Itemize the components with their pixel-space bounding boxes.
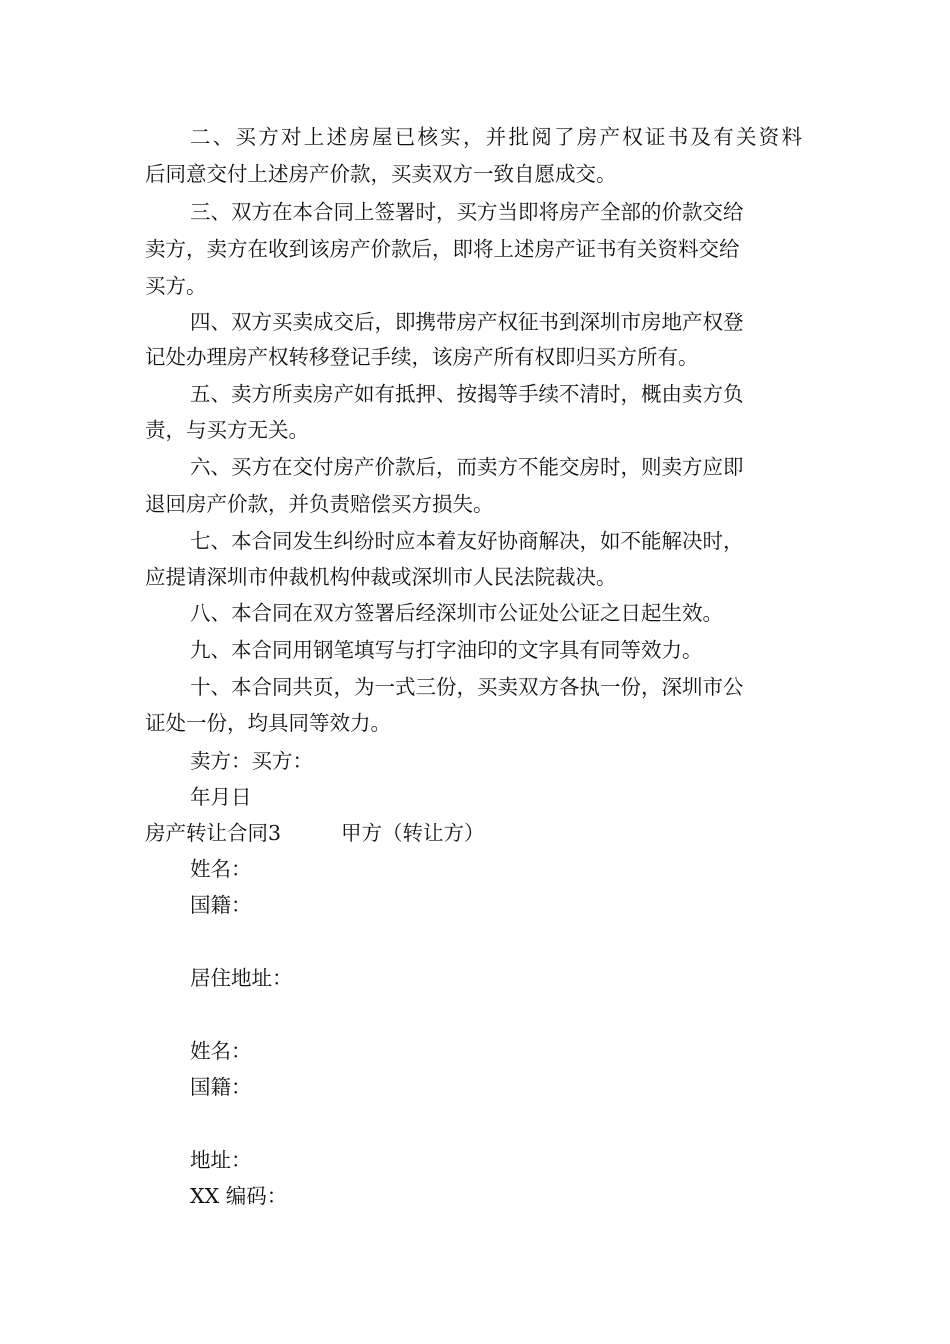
clause-4-line-2: 记处办理房产权转移登记手续，该房产所有权即归买方所有。: [145, 345, 699, 369]
clause-6-line-1: 六、买方在交付房产价款后，而卖方不能交房时，则卖方应即: [190, 455, 744, 479]
name-field-label-1: 姓名：: [190, 857, 252, 881]
clause-3-line-2: 卖方，卖方在收到该房产价款后，即将上述房产证书有关资料交给: [145, 237, 740, 261]
clause-6-line-2: 退回房产价款，并负责赔偿买方损失。: [145, 492, 494, 516]
address-field-label: 地址：: [190, 1148, 252, 1172]
next-contract-title: 房产转让合同3: [145, 821, 282, 845]
clause-9-line-1: 九、本合同用钢笔填写与打字油印的文字具有同等效力。: [190, 638, 703, 662]
clause-5-line-2: 责，与买方无关。: [145, 418, 309, 442]
clause-7-line-2: 应提请深圳市仲裁机构仲裁或深圳市人民法院裁决。: [145, 565, 617, 589]
name-field-label-2: 姓名：: [190, 1039, 252, 1063]
signature-parties: 卖方：买方：: [190, 749, 313, 773]
clause-3-line-3: 买方。: [145, 274, 207, 298]
clause-10-line-2: 证处一份，均具同等效力。: [145, 711, 391, 735]
clause-8-line-1: 八、本合同在双方签署后经深圳市公证处公证之日起生效。: [190, 601, 723, 625]
clause-7-line-1: 七、本合同发生纠纷时应本着友好协商解决，如不能解决时，: [190, 529, 744, 553]
clause-3-line-1: 三、双方在本合同上签署时，买方当即将房产全部的价款交给: [190, 200, 744, 224]
clause-10-line-1: 十、本合同共页，为一式三份，买卖双方各执一份，深圳市公: [190, 675, 744, 699]
postcode-field-label: XX 编码：: [190, 1184, 288, 1208]
residence-address-field-label: 居住地址：: [190, 966, 293, 990]
nationality-field-label-2: 国籍：: [190, 1075, 252, 1099]
nationality-field-label-1: 国籍：: [190, 893, 252, 917]
party-a-heading: 甲方（转让方）: [341, 821, 485, 845]
clause-2-line-2: 后同意交付上述房产价款，买卖双方一致自愿成交。: [145, 162, 617, 186]
clause-2-line-1: 二 、 买 方 对 上 述 房 屋 已 核 实 ， 并 批 阅 了 房 产 权 证 书 及 有 关 资 料: [190, 125, 802, 149]
clause-5-line-1: 五、卖方所卖房产如有抵押、按揭等手续不清时，概由卖方负: [190, 382, 744, 406]
signature-date: 年月日: [190, 785, 252, 809]
clause-4-line-1: 四、双方买卖成交后，即携带房产权征书到深圳市房地产权登: [190, 310, 744, 334]
